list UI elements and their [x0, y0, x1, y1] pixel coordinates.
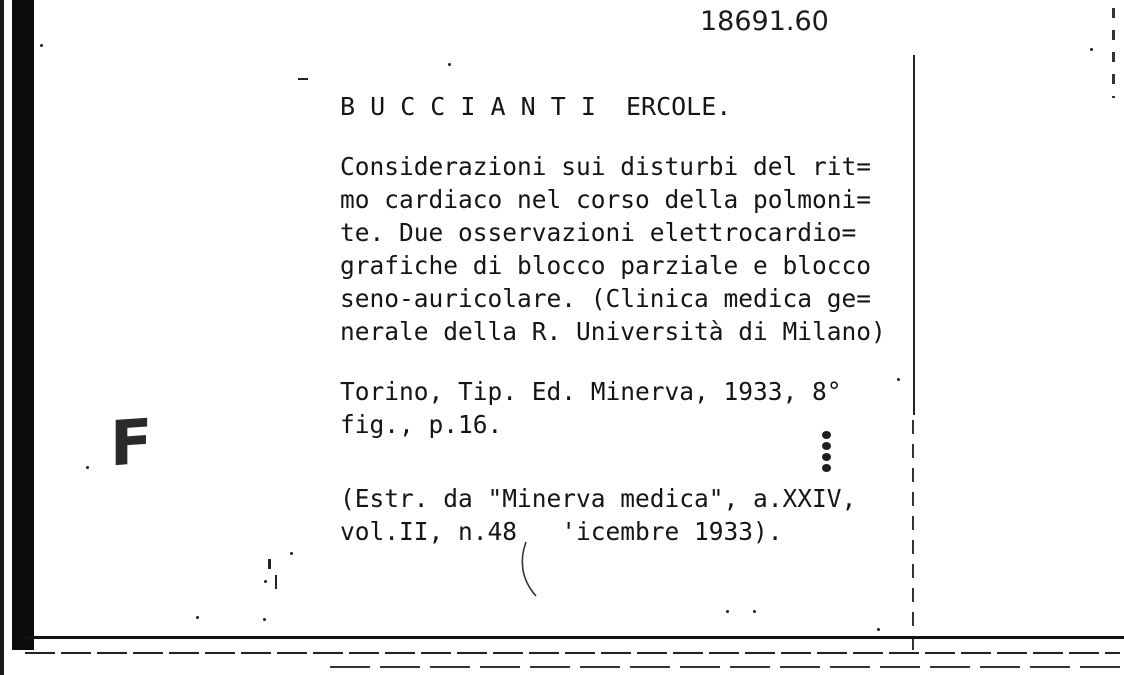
margin-letter: F	[110, 404, 153, 481]
title-line: seno-auricolare. (Clinica medica ge=	[340, 284, 872, 313]
scan-speck	[264, 580, 267, 583]
scan-speck	[1090, 48, 1093, 51]
card-fold-line	[913, 55, 915, 415]
imprint-line: Torino, Tip. Ed. Minerva, 1933, 8°	[340, 377, 842, 406]
card-bottom-rule-lower	[330, 666, 1120, 668]
note-line: (Estr. da "Minerva medica", a.XXIV,	[340, 484, 857, 513]
card-left-shadow	[0, 0, 4, 675]
card-left-edge	[12, 0, 34, 650]
author-heading: B U C C I A N T I ERCOLE.	[340, 92, 732, 121]
scan-speck	[196, 616, 199, 619]
scan-speck	[40, 44, 43, 47]
card-bottom-edge	[25, 636, 1124, 639]
card-text	[340, 86, 910, 548]
scan-speck	[726, 610, 729, 613]
note-line: vol.II, n.48 'icembre 1933).	[340, 517, 783, 546]
scan-speck	[877, 628, 880, 631]
title-description	[340, 150, 910, 348]
scan-speck	[263, 618, 266, 621]
title-line: nerale della R. Università di Milano)	[340, 317, 886, 346]
scan-dash	[298, 78, 308, 80]
scan-dash	[275, 575, 277, 589]
scan-speck	[86, 466, 89, 469]
title-line: Considerazioni sui disturbi del rit=	[340, 152, 872, 181]
scan-speck	[448, 63, 451, 66]
scan-speck	[290, 552, 293, 555]
scan-speck	[753, 610, 756, 613]
card-bottom-rule	[25, 652, 1120, 654]
pen-stroke-mark	[518, 540, 542, 600]
title-line: grafiche di blocco parziale e blocco	[340, 251, 872, 280]
imprint-line: fig., p.16.	[340, 410, 503, 439]
title-line: mo cardiaco nel corso della polmoni=	[340, 185, 872, 214]
card-right-edge	[1112, 8, 1115, 98]
scan-dash	[268, 559, 271, 569]
extract-note	[340, 482, 910, 548]
shelfmark-number: 18691.60	[700, 6, 829, 37]
card-fold-line-dashed	[912, 420, 914, 650]
title-line: te. Due osservazioni elettrocardio=	[340, 218, 857, 247]
imprint	[340, 375, 910, 441]
